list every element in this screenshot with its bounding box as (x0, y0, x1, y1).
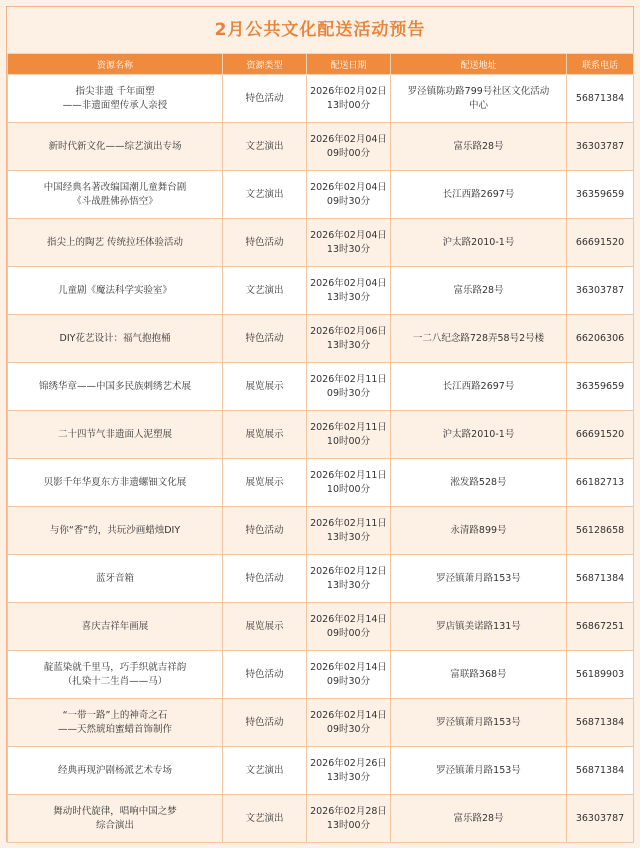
table-row (8, 795, 634, 843)
delivery-date-cell-line: 09时30分 (326, 195, 371, 207)
delivery-address-cell (391, 267, 567, 315)
resource-name-cell (8, 123, 223, 171)
resource-type-cell: 文艺演出 (223, 171, 307, 219)
resource-type-cell: 文艺演出 (223, 267, 307, 315)
table-row (8, 123, 634, 171)
table-row (8, 315, 634, 363)
delivery-date-cell (307, 171, 391, 219)
resource-type-cell: 特色活动 (223, 75, 307, 123)
table-row (8, 747, 634, 795)
delivery-address-cell (391, 75, 567, 123)
resource-type-cell: 展览展示 (223, 603, 307, 651)
delivery-address-cell-line: 中心 (468, 99, 488, 111)
delivery-date-cell-line: 13时30分 (326, 243, 371, 255)
delivery-address-cell (391, 315, 567, 363)
delivery-address-cell (391, 651, 567, 699)
delivery-address-cell-line: 富联路368号 (450, 668, 507, 680)
resource-name-cell-line: （扎染十二生肖——马） (62, 675, 168, 687)
resource-type-cell: 文艺演出 (223, 795, 307, 843)
delivery-address-cell (391, 171, 567, 219)
contact-phone-cell: 36303787 (567, 267, 634, 315)
contact-phone-cell: 66691520 (567, 219, 634, 267)
resource-name-cell-line: 舞动时代旋律，唱响中国之梦 (53, 805, 177, 817)
contact-phone-cell: 36359659 (567, 171, 634, 219)
header-resource-name: 资源名称 (8, 54, 223, 75)
resource-name-cell (8, 651, 223, 699)
resource-type-cell: 特色活动 (223, 507, 307, 555)
resource-name-cell (8, 507, 223, 555)
delivery-date-cell (307, 411, 391, 459)
delivery-date-cell-line: 2026年02月11日 (310, 373, 387, 385)
contact-phone-cell: 56871384 (567, 75, 634, 123)
resource-name-cell (8, 699, 223, 747)
delivery-address-cell-line: 罗泾镇萧月路153号 (436, 716, 521, 728)
resource-name-cell (8, 603, 223, 651)
contact-phone-cell: 56871384 (567, 747, 634, 795)
delivery-date-cell-line: 13时30分 (326, 531, 371, 543)
delivery-date-cell-line: 09时00分 (326, 627, 371, 639)
header-contact-phone: 联系电话 (567, 54, 634, 75)
delivery-date-cell-line: 13时00分 (326, 99, 371, 111)
resource-name-cell (8, 795, 223, 843)
contact-phone-cell: 56871384 (567, 555, 634, 603)
delivery-address-cell (391, 555, 567, 603)
delivery-address-cell (391, 219, 567, 267)
delivery-date-cell (307, 699, 391, 747)
delivery-date-cell-line: 2026年02月11日 (310, 517, 387, 529)
resource-name-cell (8, 315, 223, 363)
resource-type-cell: 展览展示 (223, 363, 307, 411)
delivery-address-cell (391, 411, 567, 459)
delivery-date-cell-line: 09时30分 (326, 387, 371, 399)
delivery-date-cell-line: 2026年02月11日 (310, 421, 387, 433)
delivery-address-cell-line: 沪太路2010-1号 (442, 428, 515, 440)
delivery-date-cell-line: 2026年02月04日 (310, 229, 387, 241)
delivery-date-cell (307, 795, 391, 843)
delivery-date-cell-line: 09时00分 (326, 147, 371, 159)
delivery-date-cell-line: 2026年02月02日 (310, 85, 387, 97)
resource-name-cell-line: 中国经典名著改编国潮儿童舞台剧 (43, 181, 187, 193)
delivery-date-cell-line: 2026年02月14日 (310, 613, 387, 625)
table-row (8, 267, 634, 315)
resource-name-cell-line: 经典再现沪剧杨派艺术专场 (57, 764, 172, 776)
delivery-date-cell (307, 75, 391, 123)
contact-phone-cell: 56189903 (567, 651, 634, 699)
delivery-date-cell-line: 13时30分 (326, 579, 371, 591)
delivery-address-cell-line: 富乐路28号 (453, 140, 504, 152)
resource-name-cell-line: 儿童剧《魔法科学实验室》 (57, 284, 172, 296)
delivery-date-cell (307, 747, 391, 795)
resource-name-cell (8, 267, 223, 315)
delivery-date-cell-line: 09时30分 (326, 675, 371, 687)
table-row (8, 171, 634, 219)
table-row (8, 411, 634, 459)
contact-phone-cell: 66182713 (567, 459, 634, 507)
delivery-date-cell (307, 459, 391, 507)
resource-name-cell-line: 指尖非遗 千年面塑 (75, 85, 155, 97)
resource-type-cell: 文艺演出 (223, 747, 307, 795)
page-title: 2月公共文化配送活动预告 (214, 20, 426, 40)
resource-name-cell-line: ——非遗面塑传承人亲授 (62, 99, 168, 111)
delivery-date-cell (307, 123, 391, 171)
resource-type-cell: 文艺演出 (223, 123, 307, 171)
delivery-address-cell-line: 罗店镇美诺路131号 (436, 620, 521, 632)
delivery-address-cell (391, 699, 567, 747)
table-row (8, 651, 634, 699)
table-row (8, 507, 634, 555)
delivery-address-cell-line: 长江西路2697号 (442, 188, 515, 200)
delivery-address-cell-line: 罗泾镇萧月路153号 (436, 572, 521, 584)
resource-name-cell-line: 蓝牙音箱 (95, 572, 134, 584)
delivery-address-cell (391, 747, 567, 795)
resource-name-cell-line: 贝影千年华夏东方非遗螺钿文化展 (43, 476, 187, 488)
delivery-date-cell (307, 267, 391, 315)
contact-phone-cell: 36359659 (567, 363, 634, 411)
delivery-date-cell-line: 13时30分 (326, 771, 371, 783)
delivery-address-cell-line: 罗泾镇陈功路799号社区文化活动 (407, 85, 550, 97)
contact-phone-cell: 56867251 (567, 603, 634, 651)
delivery-address-cell-line: 一二八纪念路728弄58号2号楼 (412, 332, 545, 344)
resource-name-cell (8, 411, 223, 459)
delivery-date-cell-line: 10时00分 (326, 435, 371, 447)
table-row (8, 75, 634, 123)
resource-name-cell-line: 指尖上的陶艺 传统拉坯体验活动 (46, 236, 184, 248)
schedule-sheet (6, 6, 634, 842)
table-row (8, 219, 634, 267)
resource-name-cell-line: 喜庆吉祥年画展 (81, 620, 149, 632)
table-row (8, 603, 634, 651)
delivery-date-cell (307, 219, 391, 267)
delivery-date-cell-line: 2026年02月11日 (310, 469, 387, 481)
resource-name-cell-line: 与你“香”约，共玩沙画蜡烛DIY (49, 524, 181, 536)
resource-name-cell-line: ——天然琥珀蜜蜡首饰制作 (57, 723, 172, 735)
contact-phone-cell: 66206306 (567, 315, 634, 363)
header-resource-type: 资源类型 (223, 54, 307, 75)
header-delivery-date: 配送日期 (307, 54, 391, 75)
contact-phone-cell: 36303787 (567, 795, 634, 843)
resource-name-cell-line: 新时代新文化——综艺演出专场 (48, 140, 182, 152)
table-row (8, 363, 634, 411)
delivery-address-cell-line: 罗泾镇萧月路153号 (436, 764, 521, 776)
table-row (8, 699, 634, 747)
delivery-date-cell-line: 13时00分 (326, 819, 371, 831)
delivery-address-cell-line: 富乐路28号 (453, 284, 504, 296)
delivery-date-cell-line: 2026年02月04日 (310, 181, 387, 193)
delivery-date-cell (307, 507, 391, 555)
delivery-date-cell (307, 603, 391, 651)
delivery-date-cell-line: 2026年02月12日 (310, 565, 387, 577)
resource-type-cell: 特色活动 (223, 315, 307, 363)
resource-name-cell (8, 459, 223, 507)
resource-name-cell (8, 747, 223, 795)
delivery-date-cell-line: 2026年02月14日 (310, 661, 387, 673)
resource-name-cell (8, 171, 223, 219)
delivery-address-cell-line: 沪太路2010-1号 (442, 236, 515, 248)
table-row (8, 459, 634, 507)
resource-name-cell (8, 219, 223, 267)
delivery-address-cell-line: 长江西路2697号 (442, 380, 515, 392)
delivery-address-cell (391, 123, 567, 171)
delivery-date-cell-line: 13时30分 (326, 339, 371, 351)
resource-name-cell-line: 综合演出 (95, 819, 134, 831)
resource-type-cell: 特色活动 (223, 699, 307, 747)
resource-name-cell (8, 363, 223, 411)
resource-name-cell-line: 二十四节气非遗面人泥塑展 (57, 428, 172, 440)
delivery-address-cell (391, 507, 567, 555)
schedule-table (7, 53, 634, 843)
delivery-date-cell-line: 2026年02月14日 (310, 709, 387, 721)
contact-phone-cell: 56128658 (567, 507, 634, 555)
resource-name-cell-line: 锦绣华章——中国多民族刺绣艺术展 (38, 380, 191, 392)
table-row (8, 555, 634, 603)
delivery-address-cell-line: 永清路899号 (450, 524, 507, 536)
resource-name-cell (8, 555, 223, 603)
delivery-address-cell-line: 富乐路28号 (453, 812, 504, 824)
delivery-address-cell (391, 795, 567, 843)
delivery-date-cell-line: 13时30分 (326, 291, 371, 303)
delivery-date-cell-line: 2026年02月26日 (310, 757, 387, 769)
table-header-row (8, 54, 634, 75)
delivery-date-cell-line: 2026年02月04日 (310, 133, 387, 145)
delivery-date-cell-line: 2026年02月06日 (310, 325, 387, 337)
delivery-address-cell (391, 363, 567, 411)
contact-phone-cell: 36303787 (567, 123, 634, 171)
delivery-address-cell-line: 淞发路528号 (450, 476, 507, 488)
resource-name-cell-line: 《斗战胜佛孙悟空》 (72, 195, 158, 207)
resource-name-cell-line: DIY花艺设计：福气抱抱桶 (59, 332, 171, 344)
delivery-date-cell (307, 555, 391, 603)
contact-phone-cell: 66691520 (567, 411, 634, 459)
delivery-date-cell (307, 315, 391, 363)
resource-name-cell-line: “一带一路”上的神奇之石 (62, 709, 168, 721)
delivery-date-cell (307, 651, 391, 699)
delivery-date-cell-line: 10时00分 (326, 483, 371, 495)
delivery-date-cell-line: 2026年02月28日 (310, 805, 387, 817)
delivery-date-cell-line: 2026年02月04日 (310, 277, 387, 289)
resource-type-cell: 特色活动 (223, 651, 307, 699)
delivery-date-cell (307, 363, 391, 411)
delivery-date-cell-line: 09时30分 (326, 723, 371, 735)
resource-type-cell: 展览展示 (223, 411, 307, 459)
resource-type-cell: 特色活动 (223, 555, 307, 603)
delivery-address-cell (391, 459, 567, 507)
header-delivery-address: 配送地址 (391, 54, 567, 75)
resource-name-cell (8, 75, 223, 123)
contact-phone-cell: 56871384 (567, 699, 634, 747)
delivery-address-cell (391, 603, 567, 651)
resource-type-cell: 特色活动 (223, 219, 307, 267)
resource-type-cell: 展览展示 (223, 459, 307, 507)
table-body (8, 75, 634, 843)
resource-name-cell-line: 靛蓝染就千里马，巧手织就吉祥韵 (43, 661, 187, 673)
